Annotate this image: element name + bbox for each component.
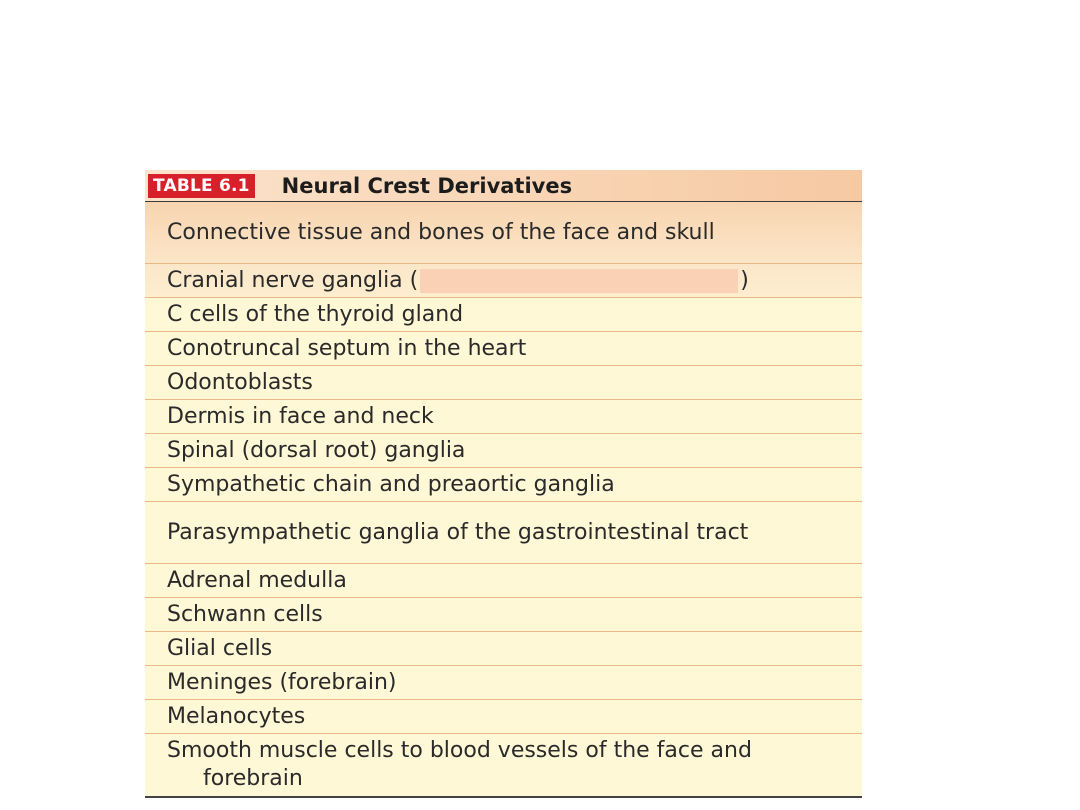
table-title: Neural Crest Derivatives <box>281 173 573 198</box>
table-row <box>145 502 862 564</box>
row-text: Dermis in face and neck <box>167 403 434 429</box>
row-prefix: Cranial nerve ganglia <box>167 267 403 293</box>
row-text: Meninges (forebrain) <box>167 669 397 695</box>
table-row <box>145 564 862 598</box>
table-row <box>145 366 862 400</box>
row-text: Schwann cells <box>167 601 323 627</box>
table-row <box>145 202 862 264</box>
table-row <box>145 434 862 468</box>
row-text: Conotruncal septum in the heart <box>167 335 527 361</box>
table-row <box>145 666 862 700</box>
table-row <box>145 700 862 734</box>
redacted-content-block <box>420 269 738 293</box>
table-row <box>145 468 862 502</box>
table-row <box>145 734 862 796</box>
neural-crest-table <box>145 170 862 798</box>
row-text: Sympathetic chain and preaortic ganglia <box>167 471 615 497</box>
row-text: Glial cells <box>167 635 273 661</box>
table-body <box>145 202 862 798</box>
row-text <box>167 267 749 295</box>
table-row <box>145 598 862 632</box>
row-text: Smooth muscle cells to blood vessels of the face and forebrain <box>167 738 752 791</box>
table-number-badge: TABLE 6.1 <box>148 174 255 198</box>
row-text: Connective tissue and bones of the face and skull <box>167 219 715 245</box>
table-header <box>145 170 862 202</box>
row-text: C cells of the thyroid gland <box>167 301 464 327</box>
close-parenthesis: ) <box>740 267 749 293</box>
table-row <box>145 332 862 366</box>
table-row <box>145 400 862 434</box>
row-text: Melanocytes <box>167 703 306 729</box>
table-row <box>145 264 862 298</box>
row-text: Spinal (dorsal root) ganglia <box>167 437 466 463</box>
table-row <box>145 298 862 332</box>
row-text: Adrenal medulla <box>167 567 347 593</box>
row-text: Parasympathetic ganglia of the gastrointestinal tract <box>167 519 749 545</box>
open-parenthesis: ( <box>409 267 419 293</box>
table-row <box>145 632 862 666</box>
row-text: Odontoblasts <box>167 369 313 395</box>
